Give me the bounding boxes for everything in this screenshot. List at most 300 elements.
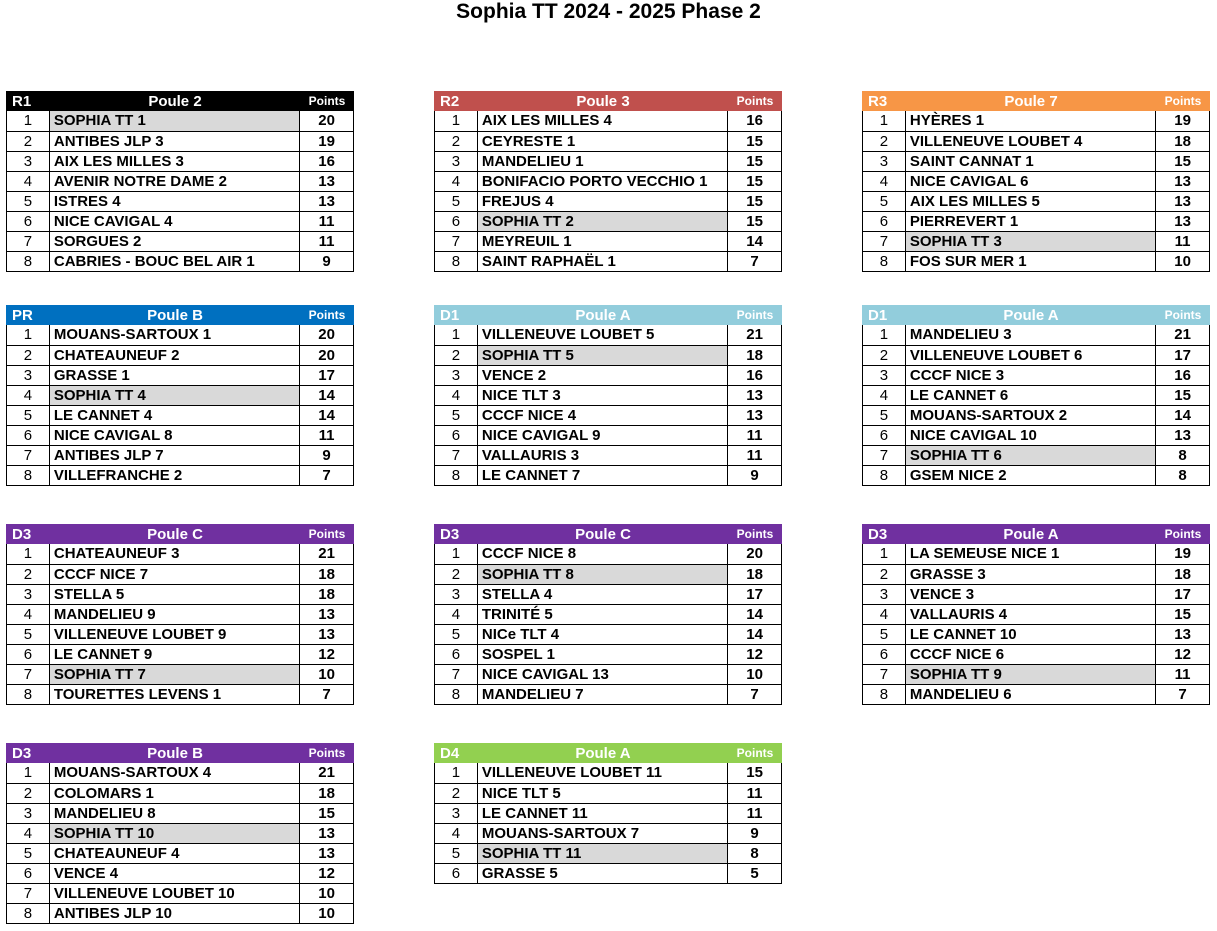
points-cell: 14	[746, 606, 763, 623]
poule-header	[6, 524, 354, 544]
rank-cell: 7	[863, 232, 906, 251]
table-row	[7, 823, 353, 843]
team-cell: MEYREUIL 1	[478, 232, 728, 251]
team-cell: SOPHIA TT 10	[50, 824, 300, 843]
rank-cell: 3	[863, 585, 906, 604]
points-cell: 12	[318, 865, 335, 882]
rank-cell: 7	[7, 446, 50, 465]
rank-cell: 8	[435, 685, 478, 704]
rank-cell: 3	[435, 804, 478, 823]
rank-cell: 3	[435, 366, 478, 385]
table-row	[435, 684, 781, 704]
table-row	[435, 345, 781, 365]
rank-cell: 7	[7, 232, 50, 251]
team-cell: LE CANNET 9	[50, 645, 300, 664]
table-row	[435, 325, 781, 345]
table-row	[7, 604, 353, 624]
division-label: D1	[868, 306, 888, 324]
table-row	[435, 445, 781, 465]
rank-cell: 4	[435, 386, 478, 405]
points-header: Points	[736, 527, 774, 541]
table-row	[435, 111, 781, 131]
points-cell: 21	[1174, 326, 1191, 343]
rank-cell: 7	[863, 665, 906, 684]
points-cell: 18	[318, 566, 335, 583]
team-cell: LE CANNET 4	[50, 406, 300, 425]
rank-cell: 4	[435, 605, 478, 624]
points-cell: 10	[746, 666, 763, 683]
table-row	[435, 823, 781, 843]
table-row	[435, 171, 781, 191]
rank-cell: 2	[863, 132, 906, 151]
team-cell: COLOMARS 1	[50, 784, 300, 803]
team-cell: NICE CAVIGAL 4	[50, 212, 300, 231]
poule-header	[862, 305, 1210, 325]
table-row	[7, 624, 353, 644]
points-cell: 17	[1174, 347, 1191, 364]
table-row	[435, 385, 781, 405]
points-cell: 18	[318, 785, 335, 802]
table-row	[435, 131, 781, 151]
team-cell: ISTRES 4	[50, 192, 300, 211]
points-cell: 9	[322, 447, 331, 464]
points-cell: 15	[1174, 387, 1191, 404]
table-row	[7, 903, 353, 923]
standings-rows	[6, 763, 354, 924]
points-cell: 7	[322, 467, 331, 484]
rank-cell: 3	[435, 585, 478, 604]
team-cell: AIX LES MILLES 5	[906, 192, 1156, 211]
team-cell: TRINITÉ 5	[478, 605, 728, 624]
table-row	[863, 564, 1209, 584]
rank-cell: 4	[7, 824, 50, 843]
team-cell: SAINT CANNAT 1	[906, 152, 1156, 171]
team-cell: CCCF NICE 7	[50, 565, 300, 584]
points-cell: 15	[1174, 606, 1191, 623]
team-cell: CCCF NICE 3	[906, 366, 1156, 385]
table-row	[7, 863, 353, 883]
rank-cell: 6	[435, 212, 478, 231]
team-cell: CABRIES - BOUC BEL AIR 1	[50, 252, 300, 271]
poule-table	[6, 524, 354, 705]
team-cell: LE CANNET 7	[478, 466, 728, 485]
table-row	[435, 365, 781, 385]
points-cell: 14	[746, 233, 763, 250]
team-cell: NICE CAVIGAL 9	[478, 426, 728, 445]
points-cell: 16	[746, 367, 763, 384]
team-cell: NICE CAVIGAL 8	[50, 426, 300, 445]
points-cell: 10	[1174, 253, 1191, 270]
points-cell: 13	[1174, 427, 1191, 444]
points-cell: 9	[750, 467, 759, 484]
table-row	[435, 803, 781, 823]
table-row	[863, 111, 1209, 131]
rank-cell: 4	[7, 605, 50, 624]
team-cell: NICE TLT 5	[478, 784, 728, 803]
points-cell: 16	[746, 112, 763, 129]
points-cell: 21	[318, 764, 335, 781]
rank-cell: 5	[435, 192, 478, 211]
standings-rows	[862, 325, 1210, 486]
table-row	[863, 624, 1209, 644]
points-cell: 17	[318, 367, 335, 384]
team-cell: LA SEMEUSE NICE 1	[906, 544, 1156, 564]
points-cell: 13	[318, 193, 335, 210]
points-cell: 11	[318, 213, 335, 230]
points-cell: 13	[318, 845, 335, 862]
team-cell: CCCF NICE 8	[478, 544, 728, 564]
team-cell: SORGUES 2	[50, 232, 300, 251]
team-cell: NICE CAVIGAL 6	[906, 172, 1156, 191]
rank-cell: 2	[435, 565, 478, 584]
points-cell: 9	[750, 825, 759, 842]
points-cell: 7	[750, 686, 759, 703]
poule-name: Poule C	[147, 525, 203, 543]
team-cell: VENCE 3	[906, 585, 1156, 604]
poule-name: Poule 7	[1004, 92, 1058, 110]
table-row	[7, 251, 353, 271]
table-row	[863, 345, 1209, 365]
standings-rows	[862, 544, 1210, 705]
points-cell: 12	[318, 646, 335, 663]
rank-cell: 1	[863, 111, 906, 131]
poule-table	[434, 91, 782, 272]
table-row	[435, 664, 781, 684]
team-cell: MOUANS-SARTOUX 4	[50, 763, 300, 783]
table-row	[435, 783, 781, 803]
standings-rows	[434, 544, 782, 705]
table-row	[7, 365, 353, 385]
points-cell: 10	[318, 905, 335, 922]
rank-cell: 3	[7, 366, 50, 385]
division-label: D3	[868, 525, 888, 543]
rank-cell: 6	[7, 864, 50, 883]
table-row	[863, 544, 1209, 564]
points-header: Points	[308, 308, 346, 322]
poule-name: Poule A	[1003, 525, 1059, 543]
team-cell: AIX LES MILLES 3	[50, 152, 300, 171]
points-cell: 12	[746, 646, 763, 663]
points-cell: 15	[746, 764, 763, 781]
team-cell: MOUANS-SARTOUX 7	[478, 824, 728, 843]
rank-cell: 6	[7, 426, 50, 445]
points-cell: 7	[322, 686, 331, 703]
team-cell: VENCE 4	[50, 864, 300, 883]
table-row	[863, 131, 1209, 151]
team-cell: SOPHIA TT 3	[906, 232, 1156, 251]
team-cell: VENCE 2	[478, 366, 728, 385]
rank-cell: 1	[7, 325, 50, 345]
points-header: Points	[736, 94, 774, 108]
points-cell: 20	[318, 347, 335, 364]
rank-cell: 8	[7, 252, 50, 271]
team-cell: NICE CAVIGAL 10	[906, 426, 1156, 445]
team-cell: LE CANNET 6	[906, 386, 1156, 405]
points-cell: 11	[1174, 233, 1191, 250]
division-label: PR	[12, 306, 33, 324]
table-row	[863, 604, 1209, 624]
poule-name: Poule 2	[148, 92, 202, 110]
points-header: Points	[736, 746, 774, 760]
team-cell: MANDELIEU 9	[50, 605, 300, 624]
points-cell: 13	[318, 173, 335, 190]
table-row	[435, 465, 781, 485]
team-cell: SOSPEL 1	[478, 645, 728, 664]
team-cell: SOPHIA TT 9	[906, 665, 1156, 684]
rank-cell: 3	[7, 804, 50, 823]
points-header: Points	[736, 308, 774, 322]
rank-cell: 1	[7, 763, 50, 783]
rank-cell: 3	[863, 366, 906, 385]
team-cell: FOS SUR MER 1	[906, 252, 1156, 271]
rank-cell: 2	[435, 132, 478, 151]
table-row	[863, 465, 1209, 485]
table-row	[7, 564, 353, 584]
team-cell: SOPHIA TT 7	[50, 665, 300, 684]
points-cell: 14	[1174, 407, 1191, 424]
team-cell: MANDELIEU 8	[50, 804, 300, 823]
table-row	[7, 171, 353, 191]
table-row	[863, 171, 1209, 191]
rank-cell: 4	[863, 605, 906, 624]
rank-cell: 5	[863, 625, 906, 644]
rank-cell: 6	[863, 645, 906, 664]
points-cell: 13	[318, 606, 335, 623]
table-row	[7, 684, 353, 704]
rank-cell: 5	[7, 406, 50, 425]
team-cell: MANDELIEU 1	[478, 152, 728, 171]
rank-cell: 5	[7, 625, 50, 644]
rank-cell: 1	[435, 111, 478, 131]
team-cell: BONIFACIO PORTO VECCHIO 1	[478, 172, 728, 191]
team-cell: VILLENEUVE LOUBET 5	[478, 325, 728, 345]
team-cell: ANTIBES JLP 7	[50, 446, 300, 465]
table-row	[435, 151, 781, 171]
rank-cell: 7	[435, 232, 478, 251]
points-cell: 13	[746, 387, 763, 404]
team-cell: AIX LES MILLES 4	[478, 111, 728, 131]
points-cell: 13	[318, 825, 335, 842]
standings-rows	[6, 325, 354, 486]
team-cell: VILLENEUVE LOUBET 6	[906, 346, 1156, 365]
table-row	[863, 664, 1209, 684]
team-cell: ANTIBES JLP 3	[50, 132, 300, 151]
points-cell: 8	[1178, 467, 1187, 484]
rank-cell: 5	[863, 192, 906, 211]
points-cell: 20	[318, 112, 335, 129]
team-cell: FREJUS 4	[478, 192, 728, 211]
rank-cell: 1	[435, 325, 478, 345]
points-cell: 13	[1174, 626, 1191, 643]
rank-cell: 7	[435, 665, 478, 684]
table-row	[435, 211, 781, 231]
table-row	[7, 231, 353, 251]
rank-cell: 5	[863, 406, 906, 425]
poule-table	[434, 743, 782, 884]
team-cell: MANDELIEU 6	[906, 685, 1156, 704]
points-cell: 20	[746, 545, 763, 562]
table-row	[435, 544, 781, 564]
team-cell: PIERREVERT 1	[906, 212, 1156, 231]
poule-table	[862, 524, 1210, 705]
poule-table	[6, 91, 354, 272]
points-cell: 19	[318, 133, 335, 150]
rank-cell: 2	[7, 784, 50, 803]
rank-cell: 4	[435, 824, 478, 843]
rank-cell: 8	[863, 252, 906, 271]
table-row	[7, 544, 353, 564]
rank-cell: 5	[435, 625, 478, 644]
points-header: Points	[1164, 308, 1202, 322]
rank-cell: 6	[7, 212, 50, 231]
rank-cell: 8	[435, 252, 478, 271]
points-header: Points	[308, 527, 346, 541]
table-row	[435, 564, 781, 584]
table-row	[7, 465, 353, 485]
points-cell: 14	[746, 626, 763, 643]
points-cell: 18	[1174, 133, 1191, 150]
standings-rows	[434, 763, 782, 884]
points-cell: 15	[1174, 153, 1191, 170]
rank-cell: 2	[7, 132, 50, 151]
points-cell: 12	[1174, 646, 1191, 663]
rank-cell: 1	[7, 544, 50, 564]
rank-cell: 7	[435, 446, 478, 465]
rank-cell: 4	[7, 172, 50, 191]
table-row	[7, 211, 353, 231]
points-cell: 15	[746, 133, 763, 150]
rank-cell: 6	[435, 864, 478, 883]
points-cell: 17	[1174, 586, 1191, 603]
table-row	[863, 425, 1209, 445]
points-cell: 11	[318, 427, 335, 444]
rank-cell: 2	[7, 346, 50, 365]
table-row	[435, 251, 781, 271]
team-cell: CCCF NICE 4	[478, 406, 728, 425]
team-cell: VILLENEUVE LOUBET 11	[478, 763, 728, 783]
table-row	[7, 151, 353, 171]
team-cell: GSEM NICE 2	[906, 466, 1156, 485]
rank-cell: 2	[435, 346, 478, 365]
table-row	[7, 325, 353, 345]
rank-cell: 7	[7, 665, 50, 684]
team-cell: VILLENEUVE LOUBET 9	[50, 625, 300, 644]
points-cell: 7	[1178, 686, 1187, 703]
table-row	[7, 763, 353, 783]
rank-cell: 1	[435, 763, 478, 783]
rank-cell: 2	[435, 784, 478, 803]
table-row	[435, 863, 781, 883]
team-cell: TOURETTES LEVENS 1	[50, 685, 300, 704]
rank-cell: 1	[863, 544, 906, 564]
points-cell: 15	[746, 173, 763, 190]
rank-cell: 3	[863, 152, 906, 171]
team-cell: VILLENEUVE LOUBET 10	[50, 884, 300, 903]
poule-header	[434, 305, 782, 325]
points-cell: 18	[746, 347, 763, 364]
table-row	[7, 385, 353, 405]
rank-cell: 3	[435, 152, 478, 171]
points-cell: 9	[322, 253, 331, 270]
points-cell: 8	[750, 845, 759, 862]
points-cell: 18	[1174, 566, 1191, 583]
table-row	[7, 644, 353, 664]
table-row	[435, 584, 781, 604]
table-row	[7, 111, 353, 131]
rank-cell: 8	[7, 466, 50, 485]
table-row	[7, 803, 353, 823]
points-cell: 11	[746, 785, 763, 802]
page-title: Sophia TT 2024 - 2025 Phase 2	[456, 0, 761, 23]
team-cell: ANTIBES JLP 10	[50, 904, 300, 923]
points-cell: 19	[1174, 545, 1191, 562]
table-row	[7, 191, 353, 211]
poule-header	[6, 743, 354, 763]
division-label: R3	[868, 92, 888, 110]
table-row	[435, 405, 781, 425]
rank-cell: 2	[7, 565, 50, 584]
table-row	[7, 783, 353, 803]
rank-cell: 7	[863, 446, 906, 465]
division-label: D3	[12, 525, 32, 543]
rank-cell: 4	[435, 172, 478, 191]
table-row	[435, 644, 781, 664]
table-row	[7, 843, 353, 863]
standings-rows	[6, 544, 354, 705]
points-cell: 10	[318, 666, 335, 683]
poule-table	[6, 743, 354, 924]
standings-rows	[6, 111, 354, 272]
rank-cell: 8	[863, 466, 906, 485]
points-cell: 11	[746, 447, 763, 464]
poule-name: Poule A	[575, 744, 631, 762]
standings-rows	[434, 325, 782, 486]
poule-table	[862, 305, 1210, 486]
team-cell: CHATEAUNEUF 3	[50, 544, 300, 564]
rank-cell: 8	[863, 685, 906, 704]
points-cell: 11	[1174, 666, 1191, 683]
team-cell: MANDELIEU 3	[906, 325, 1156, 345]
table-row	[435, 425, 781, 445]
table-row	[863, 365, 1209, 385]
points-header: Points	[308, 746, 346, 760]
points-cell: 20	[318, 326, 335, 343]
poule-table	[862, 91, 1210, 272]
team-cell: CCCF NICE 6	[906, 645, 1156, 664]
table-row	[435, 763, 781, 783]
table-row	[435, 843, 781, 863]
team-cell: NICE TLT 3	[478, 386, 728, 405]
team-cell: CHATEAUNEUF 2	[50, 346, 300, 365]
points-cell: 5	[750, 865, 759, 882]
table-row	[7, 664, 353, 684]
poule-table	[6, 305, 354, 486]
points-cell: 11	[746, 805, 763, 822]
standings-rows	[434, 111, 782, 272]
rank-cell: 6	[435, 426, 478, 445]
poule-header	[862, 524, 1210, 544]
points-cell: 15	[746, 153, 763, 170]
rank-cell: 6	[7, 645, 50, 664]
table-row	[863, 151, 1209, 171]
rank-cell: 8	[7, 685, 50, 704]
table-row	[7, 883, 353, 903]
division-label: R2	[440, 92, 460, 110]
poule-header	[862, 91, 1210, 111]
points-cell: 14	[318, 407, 335, 424]
points-cell: 21	[318, 545, 335, 562]
rank-cell: 6	[863, 212, 906, 231]
